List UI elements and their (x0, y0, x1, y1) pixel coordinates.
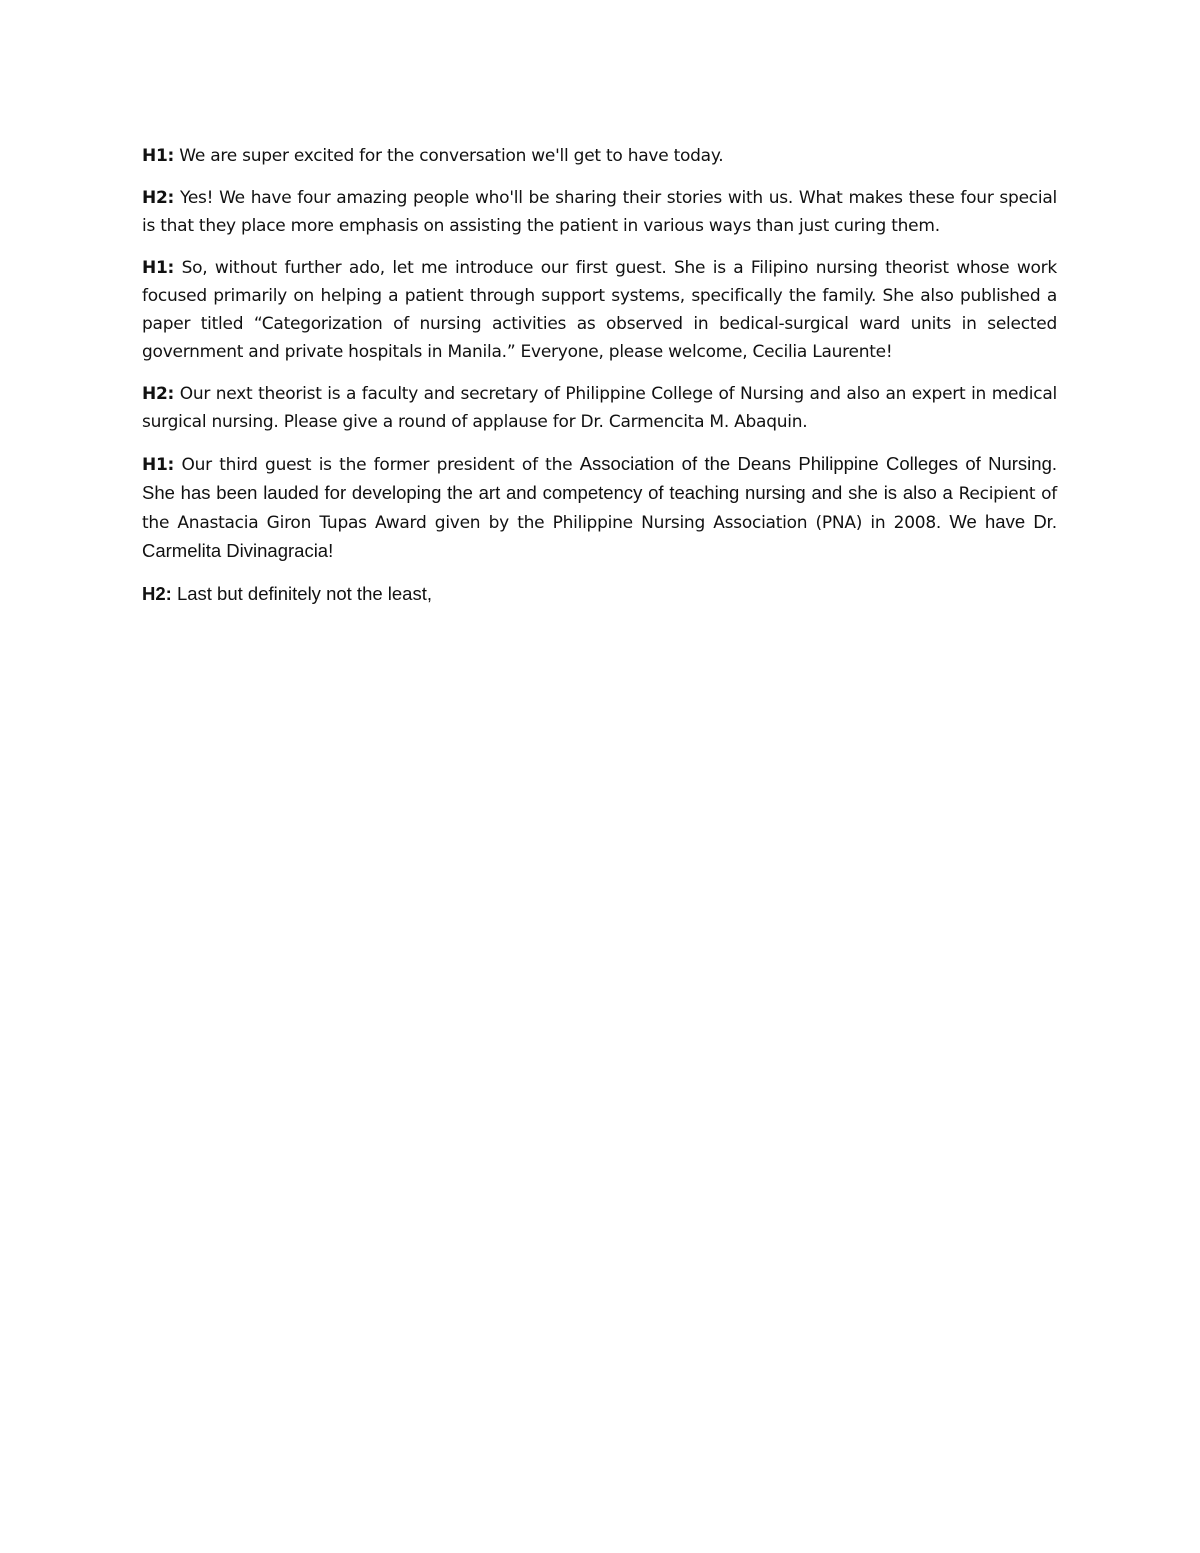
paragraph-text: Our next theorist is a faculty and secretary of Philippine College of Nursing and also an expert in medical surgical nursing. Please give a round of applause for Dr. Carmencita M. Abaquin. (142, 384, 1057, 432)
speaker-label: H2: (142, 384, 175, 404)
speaker-label: H1: (142, 146, 175, 166)
paragraph-2 (142, 184, 1057, 240)
paragraph-4 (142, 380, 1057, 436)
paragraph-5 (142, 450, 1057, 566)
paragraph-text: Last but definitely not the least, (171, 583, 433, 604)
paragraph-6 (142, 580, 1057, 608)
speaker-label: H2: (142, 188, 175, 208)
transcript-body (142, 142, 1057, 622)
paragraph-text-part: Recipient of the Anastacia Giron Tupas Award given by the Philippine Nursing Association (PNA) in 2008 (142, 484, 1058, 533)
speaker-label: H1: (142, 258, 175, 278)
speaker-label: H2: (142, 583, 172, 604)
paragraph-text: We are super excited for the conversation we'll get to have today. (174, 146, 724, 166)
paragraph-text: Yes! We have four amazing people who'll be sharing their stories with us. What makes these four special is that they place more emphasis on assisting the patient in various ways than just curing them. (142, 188, 1057, 236)
paragraph-text-part: Association of the Deans Philippine Colleges of Nursing. She has been lauded for developing the art and competency of teaching nursing and she is also a (142, 453, 1057, 503)
paragraph-3 (142, 254, 1057, 366)
paragraph-1 (142, 142, 1057, 170)
paragraph-text: So, without further ado, let me introduce our first guest. She is a Filipino nursing theorist whose work focused primarily on helping a patient through support systems, specifically the family. She also published a paper titled “Categorization of nursing activities as observed in bedical-surgical ward units in selected government and private hospitals in Manila.” Everyone, please welcome, Cecilia Laurente! (142, 258, 1057, 362)
speaker-label: H1: (142, 455, 175, 475)
paragraph-text-part: Our third guest is the former president of the (174, 455, 580, 475)
paragraph-text-part: . We have Dr. Carmelita Divinagracia! (142, 511, 1058, 561)
